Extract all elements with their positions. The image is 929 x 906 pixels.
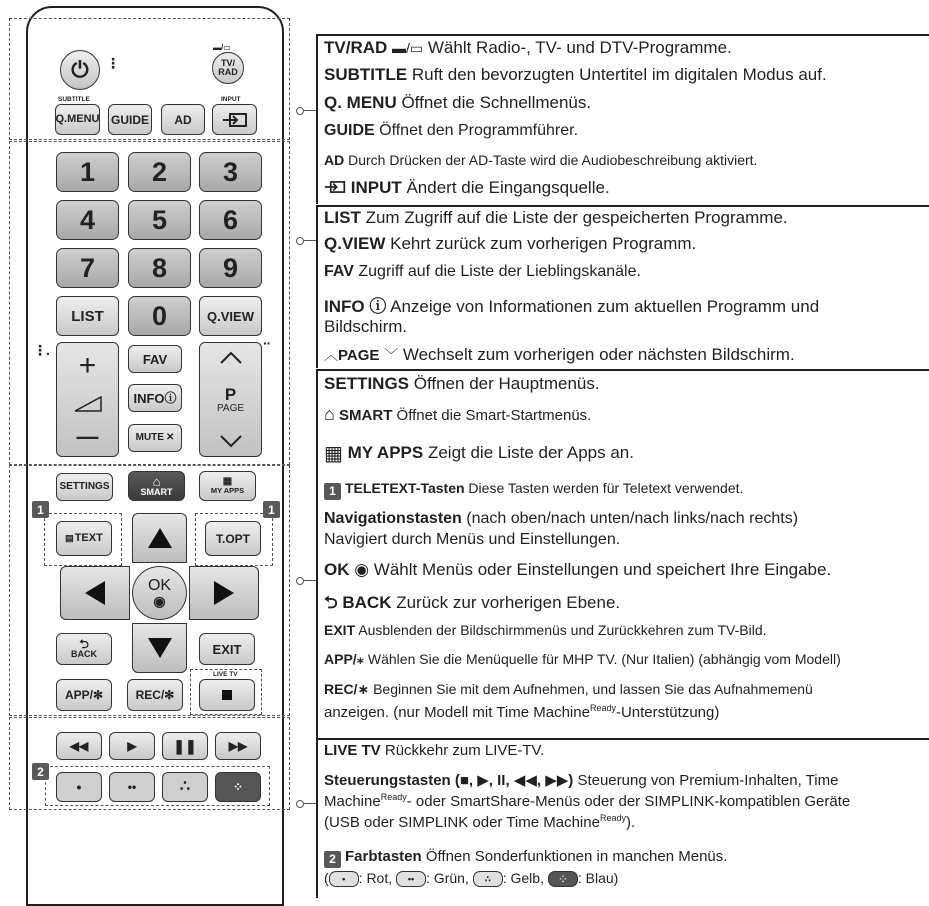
vol-minus-label: — xyxy=(76,424,99,449)
rewind-button[interactable] xyxy=(56,732,102,760)
connector-4 xyxy=(300,803,316,804)
page-dots: ·· xyxy=(263,335,271,351)
text-label: TEXT xyxy=(74,532,103,544)
desc-teletext: 1 TELETEXT-Tasten Diese Tasten werden für Teletext verwendet. xyxy=(324,480,743,500)
livetv-tiny-label: LIVE TV xyxy=(213,671,238,678)
digit-4-button[interactable]: 4 xyxy=(56,200,119,240)
myapps-label: MY APPS xyxy=(210,486,245,496)
guide-button[interactable]: GUIDE xyxy=(108,104,152,135)
home-icon: ⌂ xyxy=(152,474,161,489)
desc-smart: ⌂ SMART Öffnet die Smart-Startmenüs. xyxy=(324,404,592,424)
exit-button[interactable]: EXIT xyxy=(199,633,255,665)
ad-button[interactable]: AD xyxy=(161,104,205,135)
info-icon-inline: ⓘ xyxy=(369,297,387,316)
volume-rocker[interactable] xyxy=(56,342,119,457)
qview-button[interactable]: Q.VIEW xyxy=(199,296,262,336)
desc-exit: EXIT Ausblenden der Bildschirmmenüs und Zurückkehren zum TV-Bild. xyxy=(324,622,767,638)
desc-subtitle: SUBTITLE Ruft den bevorzugten Untertitel im digitalen Modus auf. xyxy=(324,65,827,84)
text-button[interactable] xyxy=(56,521,112,556)
back-button[interactable] xyxy=(56,633,112,665)
vol-plus-label: + xyxy=(78,349,97,382)
input-icon xyxy=(222,112,248,128)
digit-3-button[interactable]: 3 xyxy=(199,152,262,192)
fastforward-button[interactable] xyxy=(215,732,261,760)
desc-ctrl: Steuerungstasten (■, ▶, II, ◀◀, ▶▶) Steuerung von Premium-Inhalten, Time xyxy=(324,772,839,789)
myapps-icon: ▦ xyxy=(222,476,233,488)
mute-label: MUTE xyxy=(135,432,164,443)
digit-9-button[interactable]: 9 xyxy=(199,248,262,288)
qmenu-button[interactable]: Q.MENU xyxy=(55,104,100,135)
up-arrow-icon xyxy=(147,527,173,549)
two-dot-icon: •• xyxy=(127,780,137,794)
page-rocker[interactable] xyxy=(199,342,262,457)
nav-right-button[interactable] xyxy=(189,566,259,620)
list-button[interactable]: LIST xyxy=(56,296,119,336)
subtitle-tiny-label: SUBTITLE xyxy=(58,96,90,103)
blue-icon-inline: ⁘ xyxy=(548,871,578,887)
desc-nav: Navigationstasten (nach oben/nach unten/nach links/nach rechts) xyxy=(324,510,799,527)
desc-nav-2: Navigiert durch Menüs und Einstellungen. xyxy=(324,531,621,548)
red-button[interactable] xyxy=(56,772,102,802)
page-down-icon-inline: ﹀ xyxy=(384,347,399,363)
desc-rec-2: anzeigen. (nur Modell mit Time Machine$^{Ready}$-Unterstützung) xyxy=(324,703,720,721)
desc-page: ︿PAGE ﹀ Wechselt zum vorherigen oder nächsten Bildschirm. xyxy=(324,345,795,364)
input-icon-inline xyxy=(324,180,346,194)
desc-settings: SETTINGS Öffnen der Hauptmenüs. xyxy=(324,374,600,393)
fastforward-icon: ▶▶ xyxy=(228,739,248,753)
input-tiny-label: INPUT xyxy=(221,96,241,103)
fav-button[interactable]: FAV xyxy=(128,345,182,373)
green-icon-inline: •• xyxy=(396,871,426,887)
desc-ok: OK ◉ Wählt Menüs oder Einstellungen und speichert Ihre Eingabe. xyxy=(324,560,832,579)
topt-button[interactable]: T.OPT xyxy=(205,521,261,556)
ok-button[interactable] xyxy=(132,566,187,620)
app-button[interactable]: APP/✻ xyxy=(56,679,112,711)
blue-button[interactable] xyxy=(215,772,261,802)
rec-button[interactable]: REC/✻ xyxy=(127,679,183,711)
yellow-icon-inline: ∴ xyxy=(473,871,503,887)
badge-1-inline: 1 xyxy=(324,483,341,500)
tvrad-icon-label: ▬/▭ xyxy=(213,43,231,52)
back-label: BACK xyxy=(71,648,97,659)
desc-color: 2 Farbtasten Öffnen Sonderfunktionen in manchen Menüs. xyxy=(324,848,727,868)
play-icon: ▶ xyxy=(127,739,137,753)
digit-7-button[interactable]: 7 xyxy=(56,248,119,288)
pause-icon: ❚❚ xyxy=(173,738,197,754)
vol-dots: ⋮. xyxy=(33,342,49,358)
desc-qview: Q.VIEW Kehrt zurück zum vorherigen Programm. xyxy=(324,234,697,253)
desc-info-2: Bildschirm. xyxy=(324,317,408,336)
desc-info: INFO ⓘ Anzeige von Informationen zum aktuellen Programm und xyxy=(324,297,820,316)
desc-myapps: ▦ MY APPS Zeigt die Liste der Apps an. xyxy=(324,443,634,465)
tvrad-button[interactable]: TV/ RAD xyxy=(212,52,244,84)
mute-button[interactable] xyxy=(128,424,182,452)
nav-left-button[interactable] xyxy=(60,566,130,620)
myapps-icon-inline: ▦ xyxy=(324,443,343,465)
back-icon-inline: ⮌ xyxy=(324,593,338,612)
page-up-icon-inline: ︿ xyxy=(324,347,338,363)
desc-guide: GUIDE Öffnet den Programmführer. xyxy=(324,122,579,139)
right-arrow-icon xyxy=(213,580,235,606)
info-label: INFO xyxy=(133,390,165,406)
power-dots: ⋮ xyxy=(106,55,119,71)
desc-ctrl-2: Machine$^{Ready}$- oder SmartShare-Menüs oder der SIMPLINK-kompatiblen Geräte xyxy=(324,792,851,810)
rewind-icon: ◀◀ xyxy=(69,739,89,753)
green-button[interactable] xyxy=(109,772,155,802)
badge-1-right: 1 xyxy=(263,501,280,518)
desc-livetv: LIVE TV Rückkehr zum LIVE-TV. xyxy=(324,742,545,759)
badge-2-inline: 2 xyxy=(324,851,341,868)
desc-tvrad: TV/RAD ▬/▭ Wählt Radio-, TV- und DTV-Programme. xyxy=(324,38,732,57)
myapps-button[interactable] xyxy=(199,471,256,501)
yellow-button[interactable] xyxy=(162,772,208,802)
connector-3 xyxy=(300,580,316,581)
home-icon-inline: ⌂ xyxy=(324,404,335,424)
desc-color-2: ( • : Rot, •• : Grün, ∴ : Gelb, ⁘ : Blau) xyxy=(324,870,619,886)
connector-2 xyxy=(300,240,316,241)
digit-2-button[interactable]: 2 xyxy=(128,152,191,192)
page-p-label: P xyxy=(224,384,237,404)
left-arrow-icon xyxy=(84,580,106,606)
desc-rec: REC/∗ Beginnen Sie mit dem Aufnehmen, und lassen Sie das Aufnahmemenü xyxy=(324,681,813,697)
play-button[interactable] xyxy=(109,732,155,760)
ok-label: OK xyxy=(147,577,172,594)
smart-button[interactable] xyxy=(128,471,185,501)
down-arrow-icon xyxy=(147,637,173,659)
stop-icon xyxy=(222,690,232,700)
digit-6-button[interactable]: 6 xyxy=(199,200,262,240)
pause-button[interactable] xyxy=(162,732,208,760)
desc-list: LIST Zum Zugriff auf die Liste der gespeicherten Programme. xyxy=(324,208,788,227)
one-dot-icon: • xyxy=(76,779,82,795)
settings-button[interactable]: SETTINGS xyxy=(56,473,113,501)
tvrad-icons: ▬/▭ xyxy=(392,40,424,56)
livetv-button[interactable] xyxy=(199,679,255,711)
page-up-icon xyxy=(219,351,243,365)
info-button[interactable] xyxy=(128,384,182,412)
desc-input: INPUT Ändert die Eingangsquelle. xyxy=(324,178,610,198)
page-down-icon xyxy=(219,434,243,448)
input-button[interactable] xyxy=(212,104,257,135)
desc-ctrl-3: (USB oder SIMPLINK oder Time Machine$^{Ready}$). xyxy=(324,813,636,831)
desc-fav: FAV Zugriff auf die Liste der Lieblingskanäle. xyxy=(324,263,641,280)
desc-qmenu: Q. MENU Öffnet die Schnellmenüs. xyxy=(324,93,592,112)
power-button[interactable]: ⏻ xyxy=(60,50,100,90)
page-label: PAGE xyxy=(216,402,245,414)
digit-8-button[interactable]: 8 xyxy=(128,248,191,288)
smart-label: SMART xyxy=(140,487,173,497)
text-icon: ▤ xyxy=(65,533,74,543)
digit-0-button[interactable]: 0 xyxy=(128,296,191,336)
ok-icon-inline: ◉ xyxy=(354,560,370,579)
three-dot-icon: ∴ xyxy=(179,778,191,795)
badge-1-left: 1 xyxy=(32,501,49,518)
ok-icon: ◉ xyxy=(153,593,166,609)
badge-2: 2 xyxy=(32,763,49,780)
desc-ad: AD Durch Drücken der AD-Taste wird die Audiobeschreibung aktiviert. xyxy=(324,152,758,168)
digit-5-button[interactable]: 5 xyxy=(128,200,191,240)
desc-back: ⮌ BACK Zurück zur vorherigen Ebene. xyxy=(324,593,621,612)
volume-icon xyxy=(73,396,103,412)
back-icon: ⮌ xyxy=(79,637,89,652)
four-dot-icon: ⁘ xyxy=(232,780,244,794)
panel-section-2 xyxy=(316,205,929,368)
red-icon-inline: • xyxy=(329,871,359,887)
desc-app: APP/⁎ Wählen Sie die Menüquelle für MHP TV. (Nur Italien) (abhängig vom Modell) xyxy=(324,651,841,667)
connector-1 xyxy=(300,110,316,111)
nav-down-button[interactable] xyxy=(132,623,187,673)
mute-icon: ✕ xyxy=(165,432,175,443)
digit-1-button[interactable]: 1 xyxy=(56,152,119,192)
info-icon: ⓘ xyxy=(164,391,177,405)
nav-up-button[interactable] xyxy=(132,513,187,563)
